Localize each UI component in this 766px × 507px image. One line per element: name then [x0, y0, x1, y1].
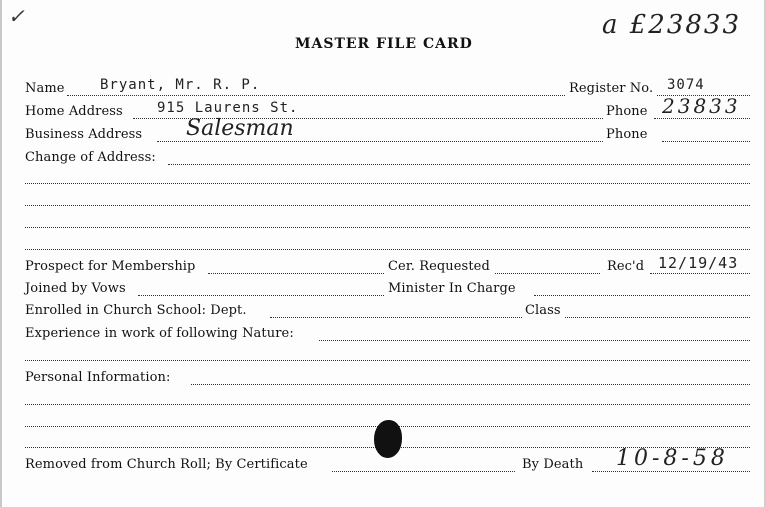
business-phone-line: [662, 141, 750, 142]
business-address-line: [157, 141, 603, 142]
prospect-line: [208, 273, 384, 274]
register-value: 3074: [667, 77, 705, 93]
removed-label: Removed from Church Roll; By Certificate: [25, 457, 308, 472]
recd-value: 12/19/43: [658, 254, 739, 272]
personal-label: Personal Information:: [25, 370, 171, 385]
by-death-line: [592, 471, 750, 472]
joined-label: Joined by Vows: [25, 281, 126, 296]
file-number: a £23833: [602, 10, 742, 40]
blank-line: [25, 205, 750, 206]
phone-label: Phone: [606, 104, 648, 119]
phone-line: [654, 118, 750, 119]
name-label: Name: [25, 81, 65, 96]
joined-line: [138, 295, 384, 296]
minister-line: [534, 295, 750, 296]
enrolled-label: Enrolled in Church School: Dept.: [25, 303, 247, 318]
business-address-label: Business Address: [25, 127, 143, 142]
business-address-value: Salesman: [186, 116, 294, 141]
name-value: Bryant, Mr. R. P.: [100, 77, 261, 93]
home-address-label: Home Address: [25, 104, 123, 119]
name-line: [67, 95, 565, 96]
minister-label: Minister In Charge: [388, 281, 516, 296]
change-of-address-label: Change of Address:: [25, 150, 156, 165]
prospect-label: Prospect for Membership: [25, 259, 196, 274]
class-line: [565, 317, 750, 318]
blank-line: [25, 249, 750, 250]
blank-line: [25, 227, 750, 228]
blank-line: [25, 183, 750, 184]
removed-line: [332, 471, 515, 472]
recd-line: [650, 273, 750, 274]
change-of-address-line: [168, 164, 750, 165]
ink-blot: [374, 420, 402, 458]
business-phone-label: Phone: [606, 127, 648, 142]
phone-value: 23833: [662, 94, 741, 118]
blank-line: [25, 404, 750, 405]
check-mark: ✓: [8, 4, 25, 28]
cer-requested-line: [495, 273, 600, 274]
class-label: Class: [525, 303, 561, 318]
register-label: Register No.: [569, 81, 654, 96]
personal-line: [191, 384, 750, 385]
home-address-value: 915 Laurens St.: [157, 100, 299, 116]
blank-line: [25, 360, 750, 361]
recd-label: Rec'd: [607, 259, 645, 274]
card-title: MASTER FILE CARD: [295, 36, 473, 52]
by-death-label: By Death: [522, 457, 584, 472]
experience-line: [319, 340, 750, 341]
by-death-value: 10-8-58: [616, 446, 729, 471]
cer-requested-label: Cer. Requested: [388, 259, 490, 274]
enrolled-line: [270, 317, 522, 318]
experience-label: Experience in work of following Nature:: [25, 326, 294, 341]
